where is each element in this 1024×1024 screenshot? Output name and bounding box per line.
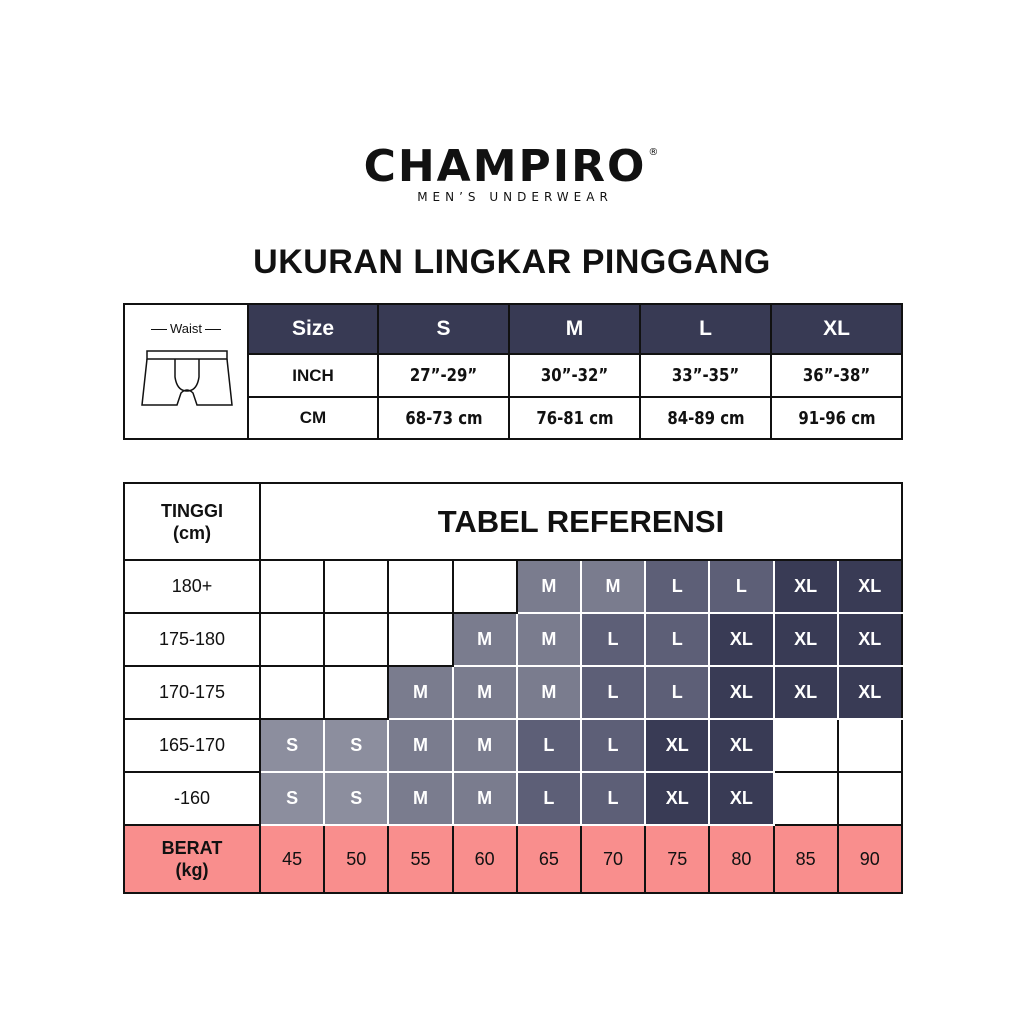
size-cell: XL	[838, 613, 902, 666]
size-cell: L	[709, 560, 773, 613]
section-title: UKURAN LINGKAR PINGGANG	[253, 243, 771, 281]
size-cell: XL	[774, 666, 838, 719]
size-cell: M	[453, 613, 517, 666]
size-cell: L	[645, 666, 709, 719]
height-label: 180+	[124, 560, 260, 613]
brand-tagline: MEN’S UNDERWEAR	[417, 190, 613, 204]
height-label: 170-175	[124, 666, 260, 719]
reference-title-row	[124, 483, 902, 560]
weight-value: 75	[645, 825, 709, 893]
size-cell: XL	[709, 719, 773, 772]
weight-value: 55	[388, 825, 452, 893]
size-col-l: L	[640, 304, 771, 354]
brand-logo	[0, 130, 1024, 204]
empty-cell	[260, 613, 324, 666]
size-cell: M	[517, 666, 581, 719]
inch-value: 27”-29”	[409, 365, 478, 386]
size-cell: XL	[774, 613, 838, 666]
size-cell: L	[581, 772, 645, 825]
waist-icon-cell	[124, 304, 248, 439]
height-row	[124, 613, 902, 666]
empty-cell	[453, 560, 517, 613]
weight-value: 50	[324, 825, 388, 893]
inch-label: INCH	[248, 354, 378, 397]
size-cell: XL	[645, 772, 709, 825]
inch-value: 33”-35”	[671, 365, 740, 386]
empty-cell	[774, 719, 838, 772]
reference-size-table	[123, 482, 903, 894]
waist-size-table	[123, 303, 903, 440]
weight-value: 45	[260, 825, 324, 893]
empty-cell	[324, 613, 388, 666]
size-cell: S	[324, 772, 388, 825]
empty-cell	[260, 666, 324, 719]
cm-value: 91-96 cm	[797, 407, 876, 429]
size-cell: M	[388, 666, 452, 719]
weight-value: 65	[517, 825, 581, 893]
inch-value: 36”-38”	[802, 365, 871, 386]
brand-name: CHAMPIRO	[363, 141, 647, 192]
size-cell: XL	[709, 613, 773, 666]
inch-value: 30”-32”	[540, 365, 609, 386]
weight-row	[124, 825, 902, 893]
size-cell: M	[453, 772, 517, 825]
height-label: 165-170	[124, 719, 260, 772]
size-header: Size	[248, 304, 378, 354]
cm-label: CM	[248, 397, 378, 439]
size-cell: XL	[709, 772, 773, 825]
height-label: 175-180	[124, 613, 260, 666]
cm-value: 68-73 cm	[404, 407, 483, 429]
size-cell: M	[453, 719, 517, 772]
empty-cell	[388, 613, 452, 666]
waist-header-row	[124, 304, 902, 354]
empty-cell	[838, 719, 902, 772]
height-label: -160	[124, 772, 260, 825]
size-cell: L	[581, 613, 645, 666]
cm-value: 76-81 cm	[535, 407, 614, 429]
height-row	[124, 666, 902, 719]
weight-header: BERAT (kg)	[124, 825, 260, 893]
size-cell: L	[581, 719, 645, 772]
cm-value: 84-89 cm	[666, 407, 745, 429]
height-header: TINGGI (cm)	[124, 483, 260, 560]
size-cell: M	[517, 613, 581, 666]
size-cell: L	[517, 772, 581, 825]
empty-cell	[324, 666, 388, 719]
size-col-s: S	[378, 304, 509, 354]
size-cell: L	[581, 666, 645, 719]
size-col-m: M	[509, 304, 640, 354]
size-cell: XL	[838, 666, 902, 719]
empty-cell	[388, 560, 452, 613]
height-row	[124, 772, 902, 825]
waist-label: Waist	[169, 321, 203, 336]
size-cell: XL	[774, 560, 838, 613]
size-cell: M	[453, 666, 517, 719]
size-cell: XL	[838, 560, 902, 613]
weight-value: 80	[709, 825, 773, 893]
size-cell: S	[260, 719, 324, 772]
weight-value: 60	[453, 825, 517, 893]
size-cell: M	[388, 772, 452, 825]
size-cell: L	[517, 719, 581, 772]
weight-value: 70	[581, 825, 645, 893]
size-cell: XL	[645, 719, 709, 772]
registered-mark: ®	[648, 147, 661, 158]
empty-cell	[774, 772, 838, 825]
size-col-xl: XL	[771, 304, 902, 354]
reference-title: TABEL REFERENSI	[260, 483, 902, 560]
height-row	[124, 719, 902, 772]
size-cell: L	[645, 560, 709, 613]
size-cell: L	[645, 613, 709, 666]
height-row	[124, 560, 902, 613]
empty-cell	[324, 560, 388, 613]
size-cell: M	[388, 719, 452, 772]
empty-cell	[260, 560, 324, 613]
size-cell: S	[324, 719, 388, 772]
size-cell: XL	[709, 666, 773, 719]
size-cell: M	[517, 560, 581, 613]
empty-cell	[838, 772, 902, 825]
boxer-brief-icon	[139, 347, 235, 411]
size-cell: S	[260, 772, 324, 825]
size-cell: M	[581, 560, 645, 613]
weight-value: 85	[774, 825, 838, 893]
weight-value: 90	[838, 825, 902, 893]
